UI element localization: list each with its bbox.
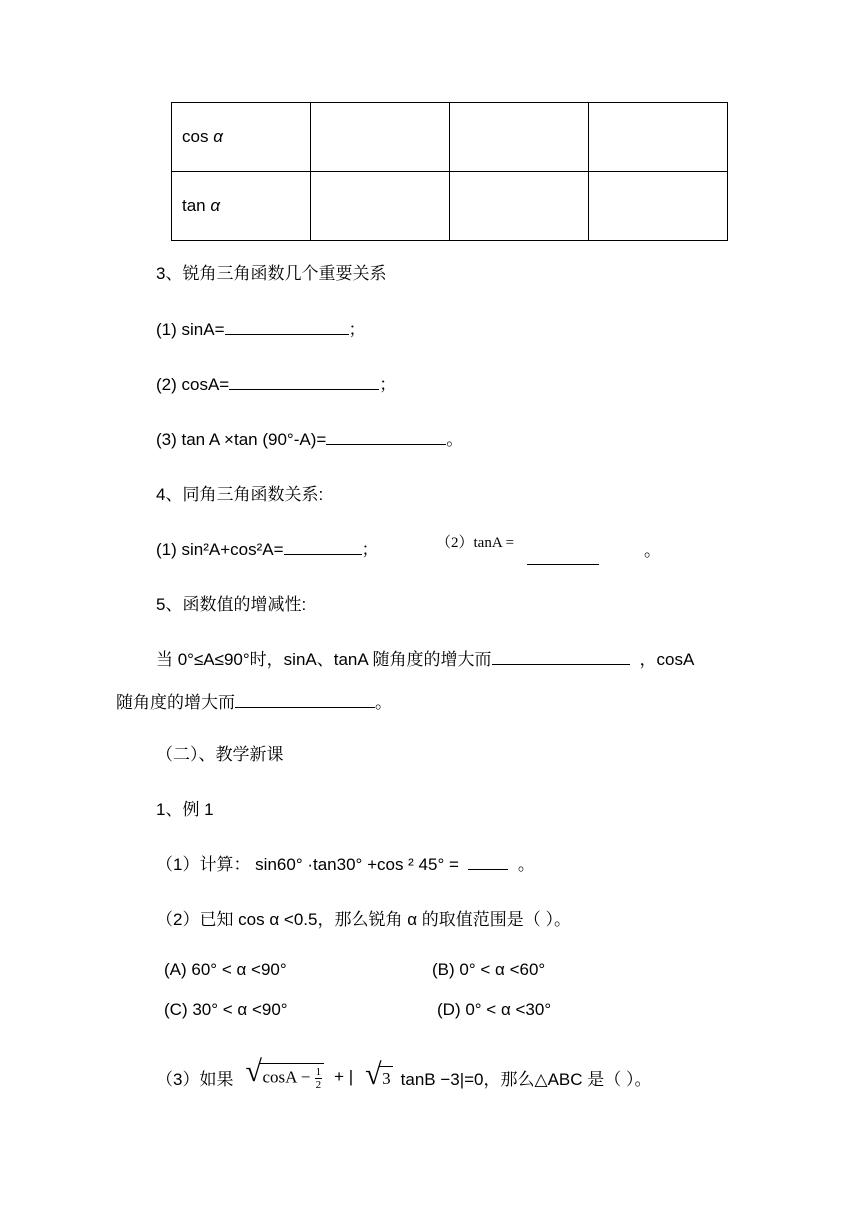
sec3-item2	[156, 370, 396, 395]
fraction-numerator: 1	[315, 1066, 322, 1078]
radicand-text: cosA −	[262, 1067, 311, 1087]
sec5-line2	[116, 688, 392, 713]
option-c: (C) 30° < α <90°	[164, 1000, 288, 1019]
item-text: (2) cosA=	[156, 375, 230, 394]
question-3	[156, 1055, 652, 1091]
table-cell	[311, 172, 450, 241]
line-text: 随角度的增大而	[116, 693, 235, 712]
section5-heading: 5、函数值的增减性:	[156, 595, 307, 614]
table-cell-label	[172, 103, 311, 172]
question-text: （3）如果	[156, 1069, 234, 1089]
item-text: (1) sinA=	[156, 320, 225, 339]
part2-heading: （二）、教学新课	[156, 745, 284, 764]
sec3-item3	[156, 425, 463, 450]
fraction	[315, 1066, 323, 1091]
sec3-item1	[156, 315, 366, 340]
option-b: (B) 0° < α <60°	[432, 960, 546, 979]
question-text: tanB −3|=0，那么△ABC 是（ ）。	[400, 1069, 652, 1089]
line-end: 。	[375, 693, 392, 712]
trig-table	[171, 102, 728, 241]
question-text: （1）计算： sin60° ·tan30° +cos ² 45° =	[156, 855, 459, 874]
item-end: 。	[644, 541, 661, 560]
option-a: (A) 60° < α <90°	[164, 960, 287, 979]
line-end: ，cosA	[639, 650, 695, 669]
item-text: tanA =	[473, 535, 515, 551]
table-row	[172, 103, 728, 172]
fn-name: cos	[182, 127, 209, 146]
radical-sign: √	[365, 1057, 382, 1091]
table-row	[172, 172, 728, 241]
table-cell	[450, 172, 589, 241]
table-cell	[589, 103, 728, 172]
answer-blank[interactable]	[229, 371, 379, 390]
item-num: （2）	[436, 535, 474, 551]
answer-blank[interactable]	[225, 316, 349, 335]
fn-name: tan	[182, 196, 206, 215]
line-text: 当 0°≤A≤90°时，sinA、tanA 随角度的增大而	[156, 650, 492, 669]
table-cell-label	[172, 172, 311, 241]
table-cell	[311, 103, 450, 172]
answer-blank[interactable]	[326, 426, 446, 445]
answer-blank[interactable]	[527, 564, 599, 565]
radical-sign: √	[245, 1055, 262, 1088]
answer-blank[interactable]	[284, 536, 362, 555]
example-heading: 1、例 1	[156, 800, 214, 819]
var-name: α	[213, 127, 223, 146]
item-end: ；	[361, 540, 379, 559]
fraction-denominator: 2	[315, 1079, 322, 1091]
answer-blank[interactable]	[235, 689, 375, 708]
question-text: + |	[334, 1067, 354, 1086]
item-end: ；	[348, 320, 366, 339]
radicand: 3	[379, 1066, 393, 1089]
var-name: α	[210, 196, 221, 215]
answer-blank[interactable]	[468, 851, 508, 870]
sqrt-3	[365, 1057, 393, 1091]
sec4-item1	[156, 535, 379, 560]
question-1	[156, 850, 535, 875]
item-text: (1) sin²A+cos²A=	[156, 540, 284, 559]
item-text: (3) tan A ×tan (90°-A)=	[156, 430, 327, 449]
radicand	[259, 1063, 324, 1091]
section4-heading: 4、同角三角函数关系:	[156, 485, 324, 504]
answer-blank[interactable]	[492, 646, 630, 665]
table-cell	[589, 172, 728, 241]
sec4-item2	[436, 531, 514, 552]
sqrt-expression	[245, 1055, 324, 1091]
section3-heading: 3、锐角三角函数几个重要关系	[156, 264, 387, 283]
question-end: 。	[517, 855, 535, 874]
item-end: ；	[379, 375, 397, 394]
option-d: (D) 0° < α <30°	[437, 1000, 552, 1019]
item-end: 。	[446, 430, 464, 449]
question-2: （2）已知 cos α <0.5，那么锐角 α 的取值范围是（ ）。	[156, 910, 571, 929]
sec5-line1	[156, 645, 694, 670]
table-cell	[450, 103, 589, 172]
